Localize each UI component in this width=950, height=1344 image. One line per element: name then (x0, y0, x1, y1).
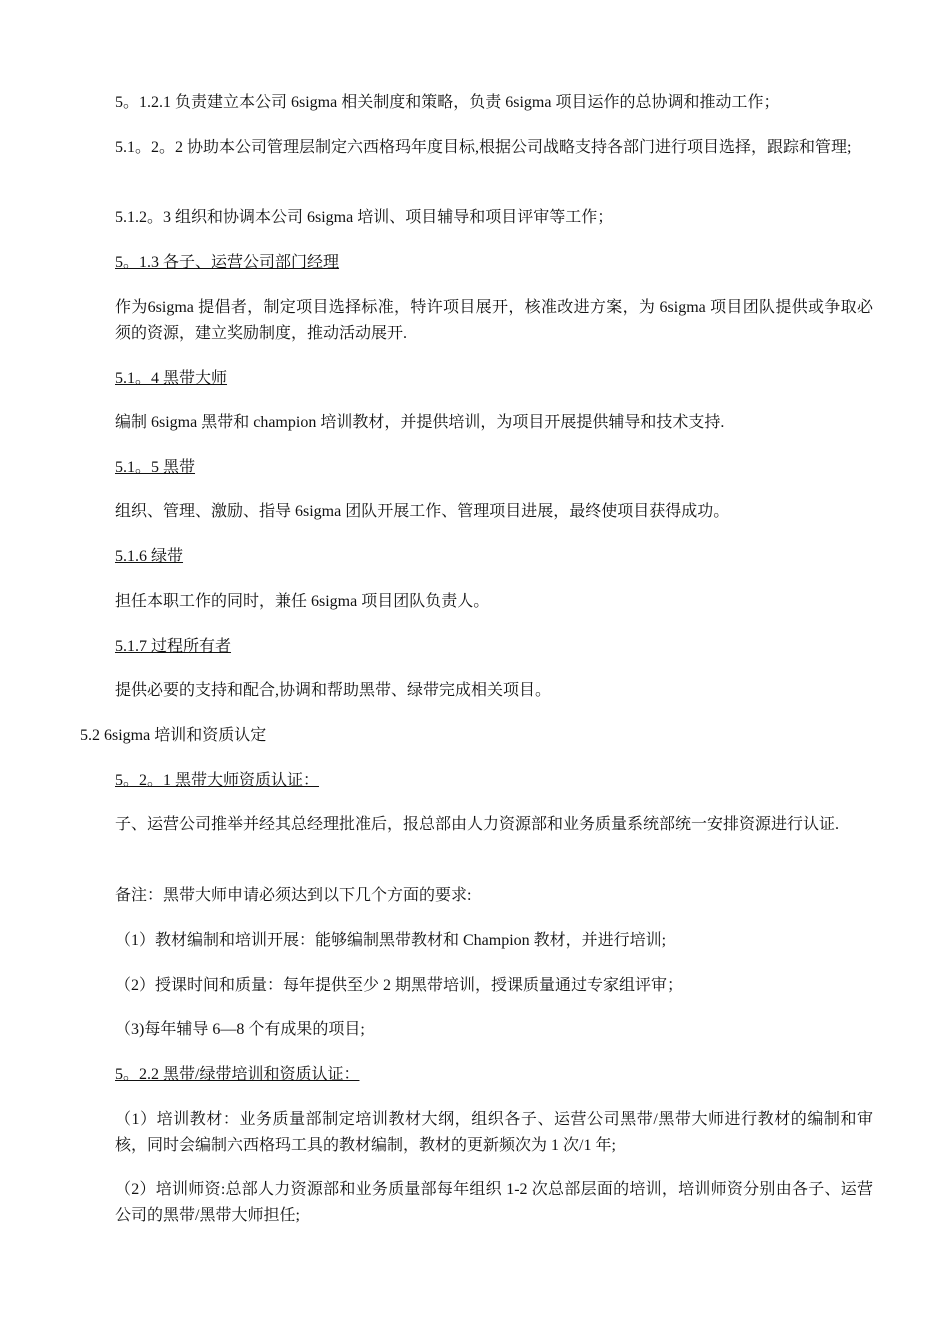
clause-5-1-2-1: 5。1.2.1 负责建立本公司 6sigma 相关制度和策略，负责 6sigma 项目运作的总协调和推动工作； (115, 94, 780, 111)
paragraph-black-belt-role: 组织、管理、激励、指导 6sigma 团队开展工作、管理项目进展，最终使项目获得成功。 (115, 503, 730, 520)
heading-5-1-6: 5.1.6 绿带 (115, 548, 184, 565)
training-item-2: （2）培训师资:总部人力资源部和业务质量部每年组织 1-2 次总部层面的培训，培训师资分别由各子、运营公司的黑带/黑带大师担任; (115, 1181, 873, 1224)
requirement-item-2: （2）授课时间和质量：每年提供至少 2 期黑带培训，授课质量通过专家组评审； (115, 977, 684, 994)
paragraph-note: 备注：黑带大师申请必须达到以下几个方面的要求: (115, 887, 472, 904)
heading-5-1-3: 5。1.3 各子、运营公司部门经理 (115, 254, 340, 271)
paragraph-process-owner-role: 提供必要的支持和配合,协调和帮助黑带、绿带完成相关项目。 (115, 682, 552, 699)
paragraph-green-belt-role: 担任本职工作的同时，兼任 6sigma 项目团队负责人。 (115, 593, 490, 610)
paragraph-champion-role: 作为6sigma 提倡者，制定项目选择标准，特许项目展开，核准改进方案，为 6sigma 项目团队提供或争取必须的资源，建立奖励制度，推动活动展开. (115, 299, 873, 342)
heading-5-2-2: 5。2.2 黑带/绿带培训和资质认证： (115, 1066, 360, 1083)
paragraph-certification-process: 子、运营公司推举并经其总经理批准后，报总部由人力资源部和业务质量系统部统一安排资源进行认证. (115, 816, 840, 833)
paragraph-master-black-belt-role: 编制 6sigma 黑带和 champion 培训教材，并提供培训，为项目开展提供辅导和技术支持. (115, 414, 725, 431)
heading-5-1-5: 5.1。5 黑带 (115, 459, 196, 476)
requirement-item-3: （3)每年辅导 6—8 个有成果的项目; (115, 1021, 365, 1038)
heading-5-1-7: 5.1.7 过程所有者 (115, 638, 232, 655)
heading-5-2-1: 5。2。1 黑带大师资质认证： (115, 772, 320, 789)
training-item-1: （1）培训教材：业务质量部制定培训教材大纲，组织各子、运营公司黑带/黑带大师进行教材的编制和审核，同时会编制六西格玛工具的教材编制，教材的更新频次为 1 次/1 年; (115, 1111, 873, 1154)
requirement-item-1: （1）教材编制和培训开展：能够编制黑带教材和 Champion 教材，并进行培训; (115, 932, 667, 949)
clause-5-1-2-3: 5.1.2。3 组织和协调本公司 6sigma 培训、项目辅导和项目评审等工作； (115, 209, 614, 226)
section-5-2-heading: 5.2 6sigma 培训和资质认定 (80, 727, 267, 744)
heading-5-1-4: 5.1。4 黑带大师 (115, 370, 228, 387)
clause-5-1-2-2: 5.1。2。2 协助本公司管理层制定六西格玛年度目标,根据公司战略支持各部门进行项目选择，跟踪和管理; (115, 139, 852, 156)
